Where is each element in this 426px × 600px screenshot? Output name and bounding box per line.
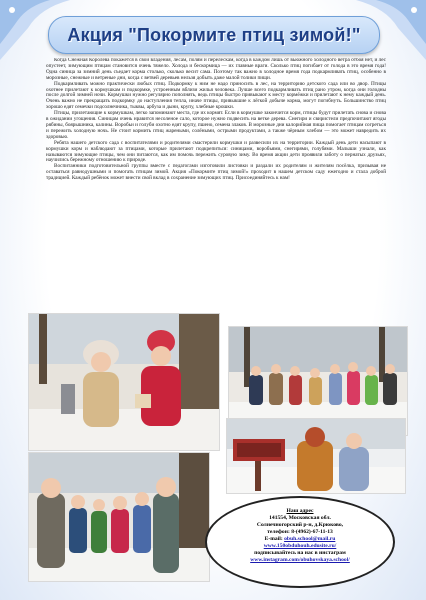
page-title: Акция "Покормите птиц зимой!" xyxy=(67,24,361,45)
article-body xyxy=(46,58,386,310)
contact-heading: Наш адрес xyxy=(286,508,314,514)
contact-instagram-link[interactable]: www.instagram.com/obuhovskaya.school/ xyxy=(250,557,350,563)
article-paragraph: Воспитанники подготовительной группы вместе с педагогами изготовили листовки и раздали их родителям и жителям посёлка, призывая не оставаться равнодушными и помогать птицам зимой. Акция «Покормите птиц зимой!» проходит в нашем детском саду ежегодно и стала доброй традицией. Каждый ребёнок может внести свой вклад в сохранение зимующих птиц. Присоединяйтесь к нам! xyxy=(46,163,386,182)
photo-children-near-tree xyxy=(28,452,210,582)
contact-email-label: E-mail: xyxy=(264,536,283,542)
photo-child-with-feeder xyxy=(226,418,406,494)
contact-district: Солнечногорский р-н, д.Крюково, xyxy=(256,522,344,528)
contact-phone: телефон: 8-(4962)-67-11-13 xyxy=(267,529,333,535)
contact-email-line xyxy=(207,536,393,543)
contact-social-label: подписывайтесь на нас в инстаграм xyxy=(254,550,346,556)
article-paragraph: Ребята нашего детского сада с воспитателями и родителями смастерили кормушки и развесили их на территории. Каждый день дети насыпают в кормушки корм и наблюдают за птицами, которые прилетают подкрепиться: синицами, воробьями, снегирями, голубями. Малыши узнали, как называются зимующие птицы, чем они питаются, как им помочь пережить суровую зиму. Во время акции дети проявили заботу о пернатых друзьях, научились бережному отношению к природе. xyxy=(46,139,386,164)
photo-girls-feeding-birds xyxy=(28,313,220,451)
title-banner xyxy=(48,16,380,54)
article-paragraph: Подкармливать можно практически любых птиц. Подкормку к ним не надо приносить в лес, на территорию детского сада или во двор. Птицы охотнее прилетают к кормушкам и подкормке, устроенным вблизи жилья человека. Лучше всего подкармливать птиц рано утром, когда они голодны после долгой зимней ночи. Кормушки нужно регулярно пополнять, ведь птицы быстро привыкают к месту кормёжки и прилетают к нему каждый день. Очень важно не прекращать подкормку до наступления тепла, иначе птицы, привыкшие к лёгкой добыче корма, могут погибнуть. Большинство птиц хорошо едят семечки подсолнечника, тыквы, арбуза и дыни, крупу, хлебные крошки. xyxy=(46,80,386,111)
article-paragraph: Когда Снежная Королева покажется в свои владения, лесам, полям и перелескам, когда в каждом лишь от вьюжного холодного ветра отбоя нет, и лес опустеет, зимующим птицам становится очень тяжело. Холода и бескормица — их главные враги. Сколько птиц погибает от голода в это время года! Одна синица за зимний день съедает корма столько, сколько весит сама. Поэтому так важно в холодное время года подкармливать птиц, особенно в морозные, снежные и ветреные дни, когда с ветвей деревьев нельзя добыть даже малой толики пищи. xyxy=(46,58,386,81)
contact-info xyxy=(205,496,395,588)
contact-email-link[interactable]: obuh.school@mail.ru xyxy=(284,536,336,542)
contact-site-link[interactable]: www.150obduhouh.edusite.ru/ xyxy=(263,543,337,549)
article-paragraph: Птицы, прилетающие к кормушкам, легко запоминают места, где их кормят. Если в кормушке закончится корм, птицы будут прилетать снова и снова в ожидании угощения. Синицам очень нравится несоленое сало, которое нужно подвесить на ветке дерева. Снегири и свиристели предпочитают ягоды рябины, боярышника, калины. Воробьи и голуби охотно едят крупу, пшено, семена злаков. В морозные дни калорийная пища помогает птицам согреться и пережить холодную ночь. Не стоит кормить птиц жареными, солёными, острыми продуктами, а также чёрным хлебом — это может навредить их здоровью. xyxy=(46,110,386,140)
contact-postal-address: 141554, Московская обл. xyxy=(269,515,331,521)
